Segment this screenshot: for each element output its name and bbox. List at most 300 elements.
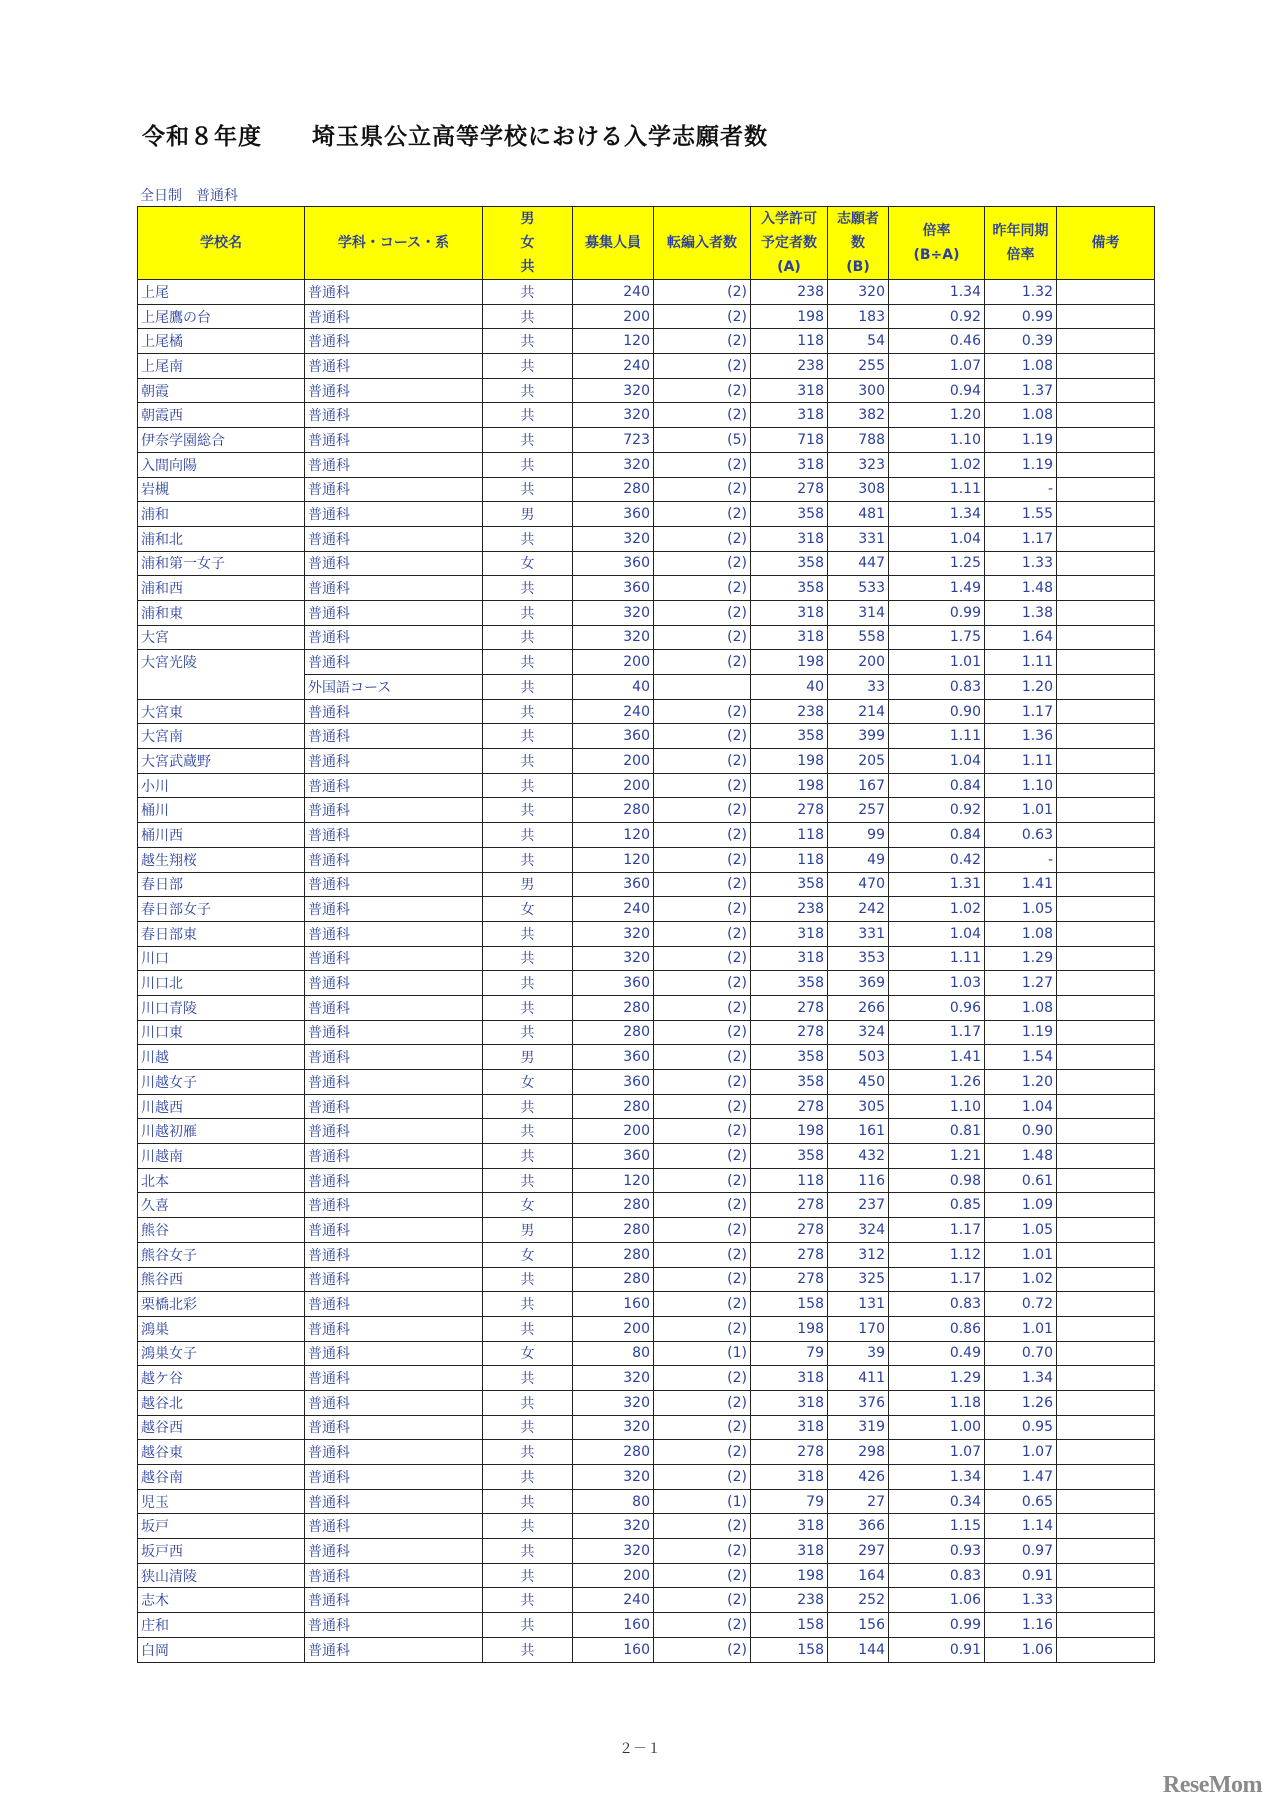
cell-department: 普通科 bbox=[305, 1168, 483, 1193]
table-row bbox=[138, 428, 1155, 453]
cell-prev-ratio: 1.48 bbox=[985, 576, 1057, 601]
cell-ratio: 1.04 bbox=[889, 921, 985, 946]
cell-department: 普通科 bbox=[305, 823, 483, 848]
cell-planned: 278 bbox=[751, 1267, 828, 1292]
table-row bbox=[138, 1514, 1155, 1539]
cell-quota: 160 bbox=[573, 1292, 654, 1317]
cell-sex: 共 bbox=[483, 403, 573, 428]
cell-sex: 共 bbox=[483, 823, 573, 848]
cell-note bbox=[1057, 1489, 1155, 1514]
cell-department: 普通科 bbox=[305, 847, 483, 872]
header-applicants-line: 数 bbox=[851, 235, 865, 251]
cell-ratio: 1.07 bbox=[889, 1440, 985, 1465]
cell-school-name: 春日部女子 bbox=[138, 897, 305, 922]
cell-quota: 320 bbox=[573, 378, 654, 403]
cell-note bbox=[1057, 699, 1155, 724]
cell-ratio: 1.25 bbox=[889, 551, 985, 576]
cell-department: 普通科 bbox=[305, 1341, 483, 1366]
cell-quota: 280 bbox=[573, 1267, 654, 1292]
cell-sex: 共 bbox=[483, 526, 573, 551]
cell-prev-ratio: 1.05 bbox=[985, 897, 1057, 922]
cell-prev-ratio: 1.14 bbox=[985, 1514, 1057, 1539]
cell-department: 普通科 bbox=[305, 1292, 483, 1317]
cell-applicants: 200 bbox=[828, 650, 889, 675]
cell-transfer: (2) bbox=[654, 1440, 751, 1465]
cell-applicants: 366 bbox=[828, 1514, 889, 1539]
cell-sex: 共 bbox=[483, 1514, 573, 1539]
header-applicants-line: (B) bbox=[846, 259, 870, 275]
cell-transfer: (2) bbox=[654, 1415, 751, 1440]
cell-department: 普通科 bbox=[305, 1267, 483, 1292]
cell-sex: 共 bbox=[483, 749, 573, 774]
cell-prev-ratio: 1.19 bbox=[985, 1020, 1057, 1045]
cell-prev-ratio: 1.55 bbox=[985, 502, 1057, 527]
cell-transfer: (2) bbox=[654, 1316, 751, 1341]
cell-applicants: 183 bbox=[828, 304, 889, 329]
cell-ratio: 0.92 bbox=[889, 798, 985, 823]
table-row bbox=[138, 1316, 1155, 1341]
cell-department: 普通科 bbox=[305, 1415, 483, 1440]
cell-note bbox=[1057, 1415, 1155, 1440]
cell-applicants: 382 bbox=[828, 403, 889, 428]
cell-department: 普通科 bbox=[305, 625, 483, 650]
cell-ratio: 1.02 bbox=[889, 897, 985, 922]
cell-school-name: 越谷北 bbox=[138, 1390, 305, 1415]
cell-applicants: 376 bbox=[828, 1390, 889, 1415]
cell-planned: 318 bbox=[751, 526, 828, 551]
cell-ratio: 1.31 bbox=[889, 872, 985, 897]
cell-department: 普通科 bbox=[305, 1613, 483, 1638]
cell-quota: 360 bbox=[573, 551, 654, 576]
cell-ratio: 0.83 bbox=[889, 1563, 985, 1588]
cell-ratio: 1.00 bbox=[889, 1415, 985, 1440]
cell-transfer: (2) bbox=[654, 1045, 751, 1070]
table-row bbox=[138, 354, 1155, 379]
cell-quota: 120 bbox=[573, 329, 654, 354]
cell-planned: 198 bbox=[751, 650, 828, 675]
cell-ratio: 1.12 bbox=[889, 1242, 985, 1267]
cell-note bbox=[1057, 1218, 1155, 1243]
cell-department: 普通科 bbox=[305, 1144, 483, 1169]
cell-transfer: (1) bbox=[654, 1341, 751, 1366]
table-row bbox=[138, 1563, 1155, 1588]
cell-prev-ratio: - bbox=[985, 847, 1057, 872]
cell-department: 外国語コース bbox=[305, 675, 483, 700]
cell-prev-ratio: 0.39 bbox=[985, 329, 1057, 354]
cell-sex: 共 bbox=[483, 699, 573, 724]
cell-department: 普通科 bbox=[305, 1440, 483, 1465]
cell-planned: 358 bbox=[751, 1045, 828, 1070]
cell-ratio: 0.99 bbox=[889, 1613, 985, 1638]
cell-note bbox=[1057, 897, 1155, 922]
cell-sex: 共 bbox=[483, 1415, 573, 1440]
cell-transfer: (2) bbox=[654, 1094, 751, 1119]
cell-sex: 共 bbox=[483, 921, 573, 946]
cell-school-name: 桶川 bbox=[138, 798, 305, 823]
cell-ratio: 1.21 bbox=[889, 1144, 985, 1169]
cell-note bbox=[1057, 921, 1155, 946]
cell-applicants: 33 bbox=[828, 675, 889, 700]
cell-ratio: 1.18 bbox=[889, 1390, 985, 1415]
cell-sex: 共 bbox=[483, 1119, 573, 1144]
table-row bbox=[138, 773, 1155, 798]
cell-school-name: 川口 bbox=[138, 946, 305, 971]
table-row bbox=[138, 823, 1155, 848]
cell-planned: 198 bbox=[751, 304, 828, 329]
header-school-name: 学校名 bbox=[138, 207, 305, 280]
cell-planned: 79 bbox=[751, 1341, 828, 1366]
cell-ratio: 1.04 bbox=[889, 526, 985, 551]
cell-note bbox=[1057, 1242, 1155, 1267]
cell-sex: 共 bbox=[483, 280, 573, 305]
cell-sex: 共 bbox=[483, 576, 573, 601]
cell-planned: 318 bbox=[751, 625, 828, 650]
cell-school-name: 越谷東 bbox=[138, 1440, 305, 1465]
cell-note bbox=[1057, 847, 1155, 872]
cell-applicants: 49 bbox=[828, 847, 889, 872]
cell-note bbox=[1057, 502, 1155, 527]
cell-department: 普通科 bbox=[305, 1316, 483, 1341]
cell-transfer: (1) bbox=[654, 1489, 751, 1514]
cell-planned: 358 bbox=[751, 1144, 828, 1169]
cell-sex: 共 bbox=[483, 452, 573, 477]
cell-prev-ratio: 1.08 bbox=[985, 995, 1057, 1020]
cell-ratio: 1.41 bbox=[889, 1045, 985, 1070]
cell-quota: 80 bbox=[573, 1341, 654, 1366]
cell-note bbox=[1057, 1070, 1155, 1095]
cell-department: 普通科 bbox=[305, 650, 483, 675]
cell-ratio: 0.90 bbox=[889, 699, 985, 724]
cell-planned: 318 bbox=[751, 600, 828, 625]
cell-note bbox=[1057, 354, 1155, 379]
cell-applicants: 319 bbox=[828, 1415, 889, 1440]
cell-department: 普通科 bbox=[305, 428, 483, 453]
cell-note bbox=[1057, 551, 1155, 576]
cell-department: 普通科 bbox=[305, 1366, 483, 1391]
cell-note bbox=[1057, 378, 1155, 403]
cell-prev-ratio: 1.11 bbox=[985, 749, 1057, 774]
table-row bbox=[138, 749, 1155, 774]
table-row bbox=[138, 403, 1155, 428]
cell-quota: 320 bbox=[573, 1415, 654, 1440]
cell-school-name bbox=[138, 675, 305, 700]
cell-prev-ratio: 1.19 bbox=[985, 452, 1057, 477]
cell-quota: 360 bbox=[573, 724, 654, 749]
cell-transfer: (2) bbox=[654, 1514, 751, 1539]
cell-ratio: 1.11 bbox=[889, 724, 985, 749]
cell-sex: 共 bbox=[483, 1465, 573, 1490]
table-row bbox=[138, 724, 1155, 749]
cell-applicants: 533 bbox=[828, 576, 889, 601]
cell-applicants: 214 bbox=[828, 699, 889, 724]
cell-note bbox=[1057, 1637, 1155, 1662]
cell-note bbox=[1057, 798, 1155, 823]
cell-ratio: 0.49 bbox=[889, 1341, 985, 1366]
cell-ratio: 1.29 bbox=[889, 1366, 985, 1391]
cell-transfer: (2) bbox=[654, 1168, 751, 1193]
cell-department: 普通科 bbox=[305, 1539, 483, 1564]
title-year: 令和８年度 bbox=[142, 124, 262, 150]
cell-prev-ratio: 1.33 bbox=[985, 551, 1057, 576]
table-row bbox=[138, 600, 1155, 625]
cell-school-name: 上尾橘 bbox=[138, 329, 305, 354]
header-sex-line: 男 bbox=[520, 211, 535, 227]
cell-transfer: (2) bbox=[654, 502, 751, 527]
cell-quota: 360 bbox=[573, 872, 654, 897]
cell-planned: 318 bbox=[751, 1366, 828, 1391]
cell-planned: 238 bbox=[751, 280, 828, 305]
cell-transfer: (2) bbox=[654, 1119, 751, 1144]
cell-quota: 320 bbox=[573, 946, 654, 971]
cell-school-name: 庄和 bbox=[138, 1613, 305, 1638]
table-row bbox=[138, 872, 1155, 897]
cell-quota: 320 bbox=[573, 452, 654, 477]
cell-applicants: 331 bbox=[828, 526, 889, 551]
cell-sex: 共 bbox=[483, 798, 573, 823]
cell-transfer: (2) bbox=[654, 526, 751, 551]
cell-quota: 280 bbox=[573, 1094, 654, 1119]
cell-department: 普通科 bbox=[305, 329, 483, 354]
cell-planned: 358 bbox=[751, 551, 828, 576]
cell-applicants: 503 bbox=[828, 1045, 889, 1070]
cell-department: 普通科 bbox=[305, 995, 483, 1020]
cell-note bbox=[1057, 1094, 1155, 1119]
table-row bbox=[138, 1045, 1155, 1070]
cell-sex: 男 bbox=[483, 502, 573, 527]
header-sex-line: 女 bbox=[520, 235, 535, 251]
cell-prev-ratio: 1.32 bbox=[985, 280, 1057, 305]
header-prev-line: 倍率 bbox=[1006, 247, 1035, 263]
cell-department: 普通科 bbox=[305, 773, 483, 798]
cell-school-name: 上尾南 bbox=[138, 354, 305, 379]
cell-applicants: 308 bbox=[828, 477, 889, 502]
header-ratio bbox=[889, 207, 985, 280]
cell-note bbox=[1057, 1390, 1155, 1415]
cell-sex: 共 bbox=[483, 1489, 573, 1514]
cell-quota: 280 bbox=[573, 477, 654, 502]
cell-applicants: 27 bbox=[828, 1489, 889, 1514]
cell-quota: 280 bbox=[573, 995, 654, 1020]
table-row bbox=[138, 304, 1155, 329]
cell-school-name: 大宮南 bbox=[138, 724, 305, 749]
cell-planned: 278 bbox=[751, 1193, 828, 1218]
table-row bbox=[138, 1637, 1155, 1662]
cell-prev-ratio: 1.07 bbox=[985, 1440, 1057, 1465]
cell-applicants: 470 bbox=[828, 872, 889, 897]
cell-department: 普通科 bbox=[305, 1637, 483, 1662]
cell-ratio: 1.04 bbox=[889, 749, 985, 774]
cell-school-name: 川越 bbox=[138, 1045, 305, 1070]
cell-sex: 女 bbox=[483, 1070, 573, 1095]
cell-sex: 女 bbox=[483, 551, 573, 576]
cell-transfer: (2) bbox=[654, 921, 751, 946]
cell-quota: 320 bbox=[573, 1366, 654, 1391]
cell-applicants: 252 bbox=[828, 1588, 889, 1613]
cell-department: 普通科 bbox=[305, 477, 483, 502]
cell-quota: 200 bbox=[573, 1316, 654, 1341]
table-row bbox=[138, 675, 1155, 700]
cell-ratio: 1.11 bbox=[889, 477, 985, 502]
cell-school-name: 越谷南 bbox=[138, 1465, 305, 1490]
cell-transfer: (2) bbox=[654, 1637, 751, 1662]
table-row bbox=[138, 1267, 1155, 1292]
cell-quota: 360 bbox=[573, 1144, 654, 1169]
cell-ratio: 0.81 bbox=[889, 1119, 985, 1144]
cell-prev-ratio: - bbox=[985, 477, 1057, 502]
cell-planned: 79 bbox=[751, 1489, 828, 1514]
table-row bbox=[138, 1613, 1155, 1638]
cell-ratio: 1.34 bbox=[889, 502, 985, 527]
header-department: 学科・コース・系 bbox=[305, 207, 483, 280]
cell-sex: 共 bbox=[483, 304, 573, 329]
cell-quota: 240 bbox=[573, 699, 654, 724]
cell-quota: 280 bbox=[573, 1020, 654, 1045]
page-title bbox=[142, 118, 768, 151]
table-row bbox=[138, 1366, 1155, 1391]
cell-department: 普通科 bbox=[305, 872, 483, 897]
cell-department: 普通科 bbox=[305, 897, 483, 922]
cell-applicants: 161 bbox=[828, 1119, 889, 1144]
cell-applicants: 164 bbox=[828, 1563, 889, 1588]
cell-ratio: 0.42 bbox=[889, 847, 985, 872]
cell-quota: 320 bbox=[573, 1539, 654, 1564]
cell-quota: 120 bbox=[573, 847, 654, 872]
cell-note bbox=[1057, 1341, 1155, 1366]
cell-school-name: 狭山清陵 bbox=[138, 1563, 305, 1588]
cell-prev-ratio: 1.17 bbox=[985, 526, 1057, 551]
cell-sex: 共 bbox=[483, 1613, 573, 1638]
cell-school-name: 坂戸西 bbox=[138, 1539, 305, 1564]
cell-school-name: 朝霞 bbox=[138, 378, 305, 403]
cell-note bbox=[1057, 872, 1155, 897]
header-prev-ratio bbox=[985, 207, 1057, 280]
table-row bbox=[138, 452, 1155, 477]
cell-planned: 278 bbox=[751, 477, 828, 502]
cell-school-name: 白岡 bbox=[138, 1637, 305, 1662]
cell-sex: 女 bbox=[483, 1341, 573, 1366]
cell-transfer: (2) bbox=[654, 625, 751, 650]
header-sex-line: 共 bbox=[520, 259, 535, 275]
cell-sex: 共 bbox=[483, 1539, 573, 1564]
cell-quota: 80 bbox=[573, 1489, 654, 1514]
table-body bbox=[138, 280, 1155, 1663]
cell-quota: 200 bbox=[573, 1563, 654, 1588]
cell-sex: 共 bbox=[483, 329, 573, 354]
cell-applicants: 144 bbox=[828, 1637, 889, 1662]
cell-sex: 共 bbox=[483, 1390, 573, 1415]
cell-applicants: 255 bbox=[828, 354, 889, 379]
table-row bbox=[138, 921, 1155, 946]
cell-department: 普通科 bbox=[305, 551, 483, 576]
cell-planned: 118 bbox=[751, 847, 828, 872]
cell-school-name: 上尾 bbox=[138, 280, 305, 305]
cell-ratio: 1.17 bbox=[889, 1267, 985, 1292]
cell-transfer: (2) bbox=[654, 1193, 751, 1218]
cell-prev-ratio: 0.97 bbox=[985, 1539, 1057, 1564]
cell-note bbox=[1057, 304, 1155, 329]
cell-note bbox=[1057, 477, 1155, 502]
cell-ratio: 0.83 bbox=[889, 675, 985, 700]
cell-prev-ratio: 1.33 bbox=[985, 1588, 1057, 1613]
cell-school-name: 栗橋北彩 bbox=[138, 1292, 305, 1317]
cell-school-name: 志木 bbox=[138, 1588, 305, 1613]
cell-prev-ratio: 1.10 bbox=[985, 773, 1057, 798]
cell-note bbox=[1057, 1119, 1155, 1144]
cell-quota: 120 bbox=[573, 823, 654, 848]
cell-applicants: 205 bbox=[828, 749, 889, 774]
table-row bbox=[138, 526, 1155, 551]
cell-applicants: 131 bbox=[828, 1292, 889, 1317]
table-row bbox=[138, 576, 1155, 601]
header-applicants-line: 志願者 bbox=[837, 211, 879, 227]
cell-department: 普通科 bbox=[305, 699, 483, 724]
cell-prev-ratio: 1.36 bbox=[985, 724, 1057, 749]
cell-transfer: (2) bbox=[654, 872, 751, 897]
cell-applicants: 297 bbox=[828, 1539, 889, 1564]
cell-transfer: (2) bbox=[654, 749, 751, 774]
cell-prev-ratio: 1.38 bbox=[985, 600, 1057, 625]
cell-transfer: (2) bbox=[654, 1465, 751, 1490]
cell-prev-ratio: 0.61 bbox=[985, 1168, 1057, 1193]
cell-school-name: 伊奈学園総合 bbox=[138, 428, 305, 453]
table-row bbox=[138, 897, 1155, 922]
cell-school-name: 越ケ谷 bbox=[138, 1366, 305, 1391]
cell-prev-ratio: 1.01 bbox=[985, 798, 1057, 823]
cell-prev-ratio: 1.37 bbox=[985, 378, 1057, 403]
cell-planned: 238 bbox=[751, 354, 828, 379]
table-row bbox=[138, 477, 1155, 502]
cell-planned: 358 bbox=[751, 724, 828, 749]
cell-prev-ratio: 0.70 bbox=[985, 1341, 1057, 1366]
cell-note bbox=[1057, 749, 1155, 774]
table-row bbox=[138, 1070, 1155, 1095]
cell-department: 普通科 bbox=[305, 403, 483, 428]
cell-applicants: 305 bbox=[828, 1094, 889, 1119]
page-number: ２－１ bbox=[619, 1741, 661, 1757]
table-row bbox=[138, 1465, 1155, 1490]
cell-applicants: 314 bbox=[828, 600, 889, 625]
cell-quota: 160 bbox=[573, 1637, 654, 1662]
table-row bbox=[138, 1440, 1155, 1465]
cell-ratio: 1.34 bbox=[889, 280, 985, 305]
cell-planned: 318 bbox=[751, 403, 828, 428]
table-row bbox=[138, 971, 1155, 996]
cell-quota: 120 bbox=[573, 1168, 654, 1193]
cell-department: 普通科 bbox=[305, 921, 483, 946]
table-row bbox=[138, 1168, 1155, 1193]
cell-ratio: 1.10 bbox=[889, 1094, 985, 1119]
cell-department: 普通科 bbox=[305, 1465, 483, 1490]
cell-ratio: 0.94 bbox=[889, 378, 985, 403]
cell-note bbox=[1057, 1144, 1155, 1169]
cell-department: 普通科 bbox=[305, 946, 483, 971]
cell-transfer: (2) bbox=[654, 280, 751, 305]
cell-transfer: (2) bbox=[654, 1292, 751, 1317]
cell-note bbox=[1057, 280, 1155, 305]
cell-prev-ratio: 1.34 bbox=[985, 1366, 1057, 1391]
cell-transfer: (2) bbox=[654, 1366, 751, 1391]
cell-applicants: 237 bbox=[828, 1193, 889, 1218]
cell-note bbox=[1057, 650, 1155, 675]
cell-sex: 共 bbox=[483, 946, 573, 971]
cell-sex: 共 bbox=[483, 995, 573, 1020]
header-prev-line: 昨年同期 bbox=[992, 223, 1049, 239]
cell-school-name: 朝霞西 bbox=[138, 403, 305, 428]
cell-department: 普通科 bbox=[305, 378, 483, 403]
cell-applicants: 99 bbox=[828, 823, 889, 848]
cell-transfer: (2) bbox=[654, 477, 751, 502]
cell-department: 普通科 bbox=[305, 280, 483, 305]
